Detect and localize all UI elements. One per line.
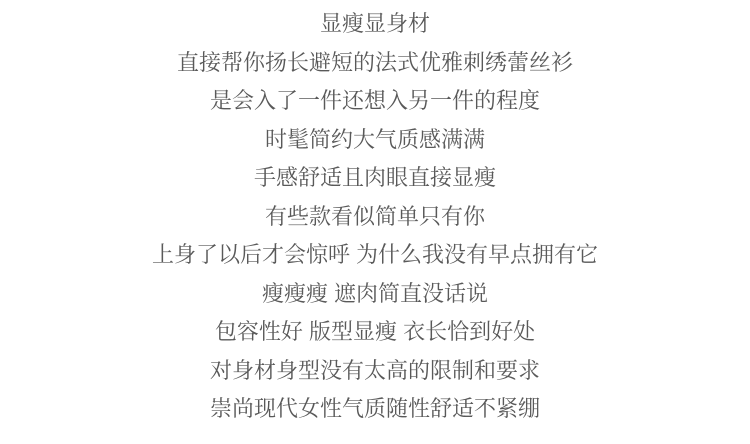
text-line: 直接帮你扬长避短的法式优雅刺绣蕾丝衫	[176, 49, 573, 75]
description-title-line: 显瘦显身材	[319, 11, 430, 36]
text-line: 崇尚现代女性气质随性舒适不紧绷	[209, 396, 540, 421]
text-line: 时髦简约大气质感满满	[264, 126, 485, 152]
text-line: 对身材身型没有太高的限制和要求	[209, 357, 540, 383]
text-line: 包容性好 版型显瘦 衣长恰到好处	[214, 319, 536, 344]
text-line: 手感舒适且肉眼直接显瘦	[253, 165, 496, 190]
text-line: 有些款看似简单只有你	[264, 203, 485, 229]
text-line: 是会入了一件还想入另一件的程度	[209, 88, 540, 113]
text-line: 上身了以后才会惊呼 为什么我没有早点拥有它	[151, 242, 599, 267]
text-line: 瘦瘦瘦 遮肉简直没话说	[261, 280, 489, 306]
